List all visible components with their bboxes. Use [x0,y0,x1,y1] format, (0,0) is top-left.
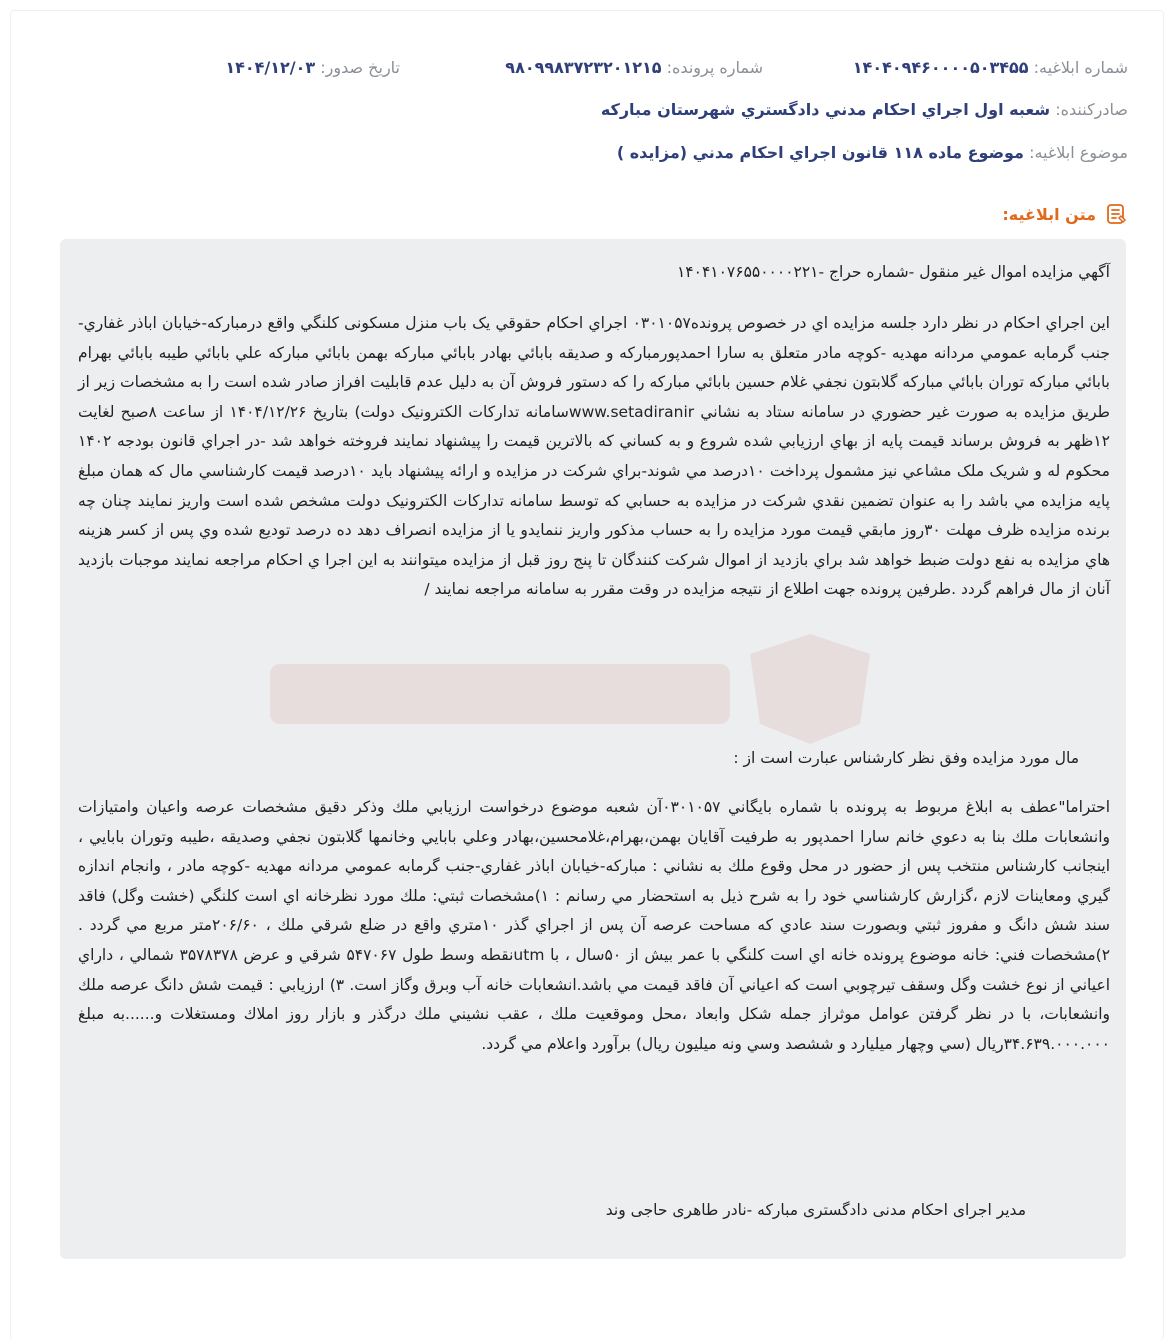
auction-heading: آگهي مزايده اموال غير منقول -شماره حراج -۱۴۰۴۱۰۷۶۵۵۰۰۰۰۲۲۱ [676,263,1110,281]
notice-number-label: شماره ابلاغيه: [1033,58,1128,77]
case-number-field [505,58,763,78]
case-number-label: شماره پرونده: [666,58,763,77]
notice-body-title-text: متن ابلاغيه: [1002,204,1096,224]
issuer-label: صادرکننده: [1055,100,1128,119]
subject-label: موضوع ابلاغيه: [1029,143,1128,162]
subject-value: موضوع ماده ۱۱۸ قانون اجراي احكام مدني (مزايده ) [616,143,1024,162]
issuer-field [46,100,1128,120]
notice-number-value: ۱۴۰۴۰۹۴۶۰۰۰۰۵۰۳۴۵۵ [852,58,1029,77]
subject-field [46,143,1128,163]
watermark-logo-icon [250,634,870,744]
document-text-icon [1104,202,1128,226]
case-number-value: ۹۸۰۹۹۸۳۷۲۳۲۰۱۲۱۵ [505,58,662,77]
notice-number-field [853,58,1128,78]
issue-date-label: تاريخ صدور: [320,58,400,77]
notice-body-title [1002,202,1128,226]
issuer-value: شعبه اول اجراي احكام مدني دادگستري شهرستان مباركه [600,100,1051,119]
auction-paragraph: اين اجراي احكام در نظر دارد جلسه مزايده اي در خصوص پرونده۰۳۰۱۰۵۷ اجراي احكام حقوقي يک باب منزل مسكونی كلنگي واقع درمباركه-خيابان اباذر غفاري-جنب گرمابه عمومي مردانه مهديه -كوچه مادر متعلق به سارا احمدپورمباركه و صديقه بابائي بهادر بابائي مباركه بهمن بابائي مباركه علي بابائي طيبه بابائي بهرام بابائي مباركه توران بابائي مباركه گلابتون نجفي غلام حسين بابائي مباركه را كه دستور فروش آن به دليل عدم قابليت افراز صادر شده است را به مشخصات زير از طريق مزايده به صورت غير حضوري در سامانه ستاد به نشاني www.setadiranirسامانه تداركات الكترونيک دولت) بتاريخ ۱۴۰۴/۱۲/۲۶ از ساعت ۸صبح لغايت ۱۲ظهر به فروش برساند قيمت پايه از بهاي ارزيابي شده شروع و به كساني كه بالاترين قيمت را پيشنهاد نمايند فروخته خواهد شد -در اجراي قانون بودجه ۱۴۰۲ محكوم له و شريک ملک مشاعي نيز مشمول پرداخت ۱۰درصد مي شوند-براي شركت در مزايده و ارائه پيشنهاد بايد ۱۰درصد قيمت كارشناسي مال كه همان مبلغ پايه مزايده مي باشد را به عنوان تضمين نقدي شركت در مزايده به حسابي كه توسط سامانه تداركات الكترونيک دولت مشخص شده است واريز نمايند چنان چه برنده مزايده ظرف مهلت ۳۰روز مابقي قيمت مورد مزايده را به حساب مذكور واريز ننمايدو يا از مزايده انصراف دهد ده درصد توديع شده وي پس از كسر هزينه هاي مزايده به نفع دولت ضبط خواهد شد براي بازديد از اموال شركت كنندگان تا پنج روز قبل از مزايده ميتوانند به اين اجرا ي احكام مراجعه نمايند موجبات بازديد آنان از مال فراهم گردد .طرفين پرونده جهت اطلاع از نتيجه مزايده در وقت مقرر به سامانه مراجعه نمايند / [78,314,1110,599]
signature-line: مدير اجرای احکام مدنی دادگستری مبارکه -نادر طاهری حاجی وند [605,1201,1026,1219]
expert-report-paragraph: احتراما"عطف به ابلاغ مربوط به پرونده با شماره بايگاني ۰۳۰۱۰۵۷آن شعبه موضوع درخواست ارزيابي ملك وذكر دقيق مشخصات عرصه واعيان وامتيازات وانشعابات ملك بنا به دعوي خانم سارا احمدپور به طرفيت آقايان بهمن،بهرام،غلامحسين،بهادر وعلي بابايي وخانمها گلابتون نجفي وصديقه ،طيبه وتوران بابايي ، اينجانب كارشناس منتخب پس از حضور در محل وقوع ملك به نشاني : مباركه-خيابان اباذر غفاري-جنب گرمابه عمومي مردانه مهديه -كوچه مادر ، وانجام اندازه گيري ومعاينات لازم ،گزارش كارشناسي خود را به شرح ذيل به استحضار مي رسانم : ۱)مشخصات ثبتي: ملك مورد نظرخانه اي است كلنگي (خشت وگل) فاقد سند شش دانگ و مفروز ثبتي وبصورت سند عادي كه مساحت عرصه آن پس از اجراي گذر ۱۰متري واقع در ضلع شرقي ملك ، ۲۰۶/۶۰متر مربع مي گردد . ۲)مشخصات فني: خانه موضوع پرونده خانه اي است كلنگي با عمر بيش از ۵۰سال ، با utmنقطه وسط طول ۵۴۷۰۶۷ شرقي و عرض ۳۵۷۸۳۷۸ شمالي ، داراي اعياني از نوع خشت وگل وسقف تيرچوبي است كه اعياني آن فاقد قيمت مي باشد.انشعابات خانه آب وبرق وگاز است. ۳) ارزيابي : قيمت شش دانگ عرصه ملك وانشعابات، با در نظر گرفتن عوامل موثراز جمله شكل وابعاد ،محل وموقعيت ملك ، عقب نشيني ملك درگذر و بازار روز املاك ومستغلات و......به مبلغ ۳۴.۶۳۹.۰۰۰.۰۰۰ريال (سي وچهار ميليارد و ششصد وسي ونه ميليون ريال) برآورد واعلام مي گردد. [78,798,1111,1053]
issue-date-field [225,58,400,78]
auction-subject-heading: مال مورد مزايده وفق نظر كارشناس عبارت است از : [733,749,1079,767]
issue-date-value: ۱۴۰۴/۱۲/۰۳ [225,58,316,77]
